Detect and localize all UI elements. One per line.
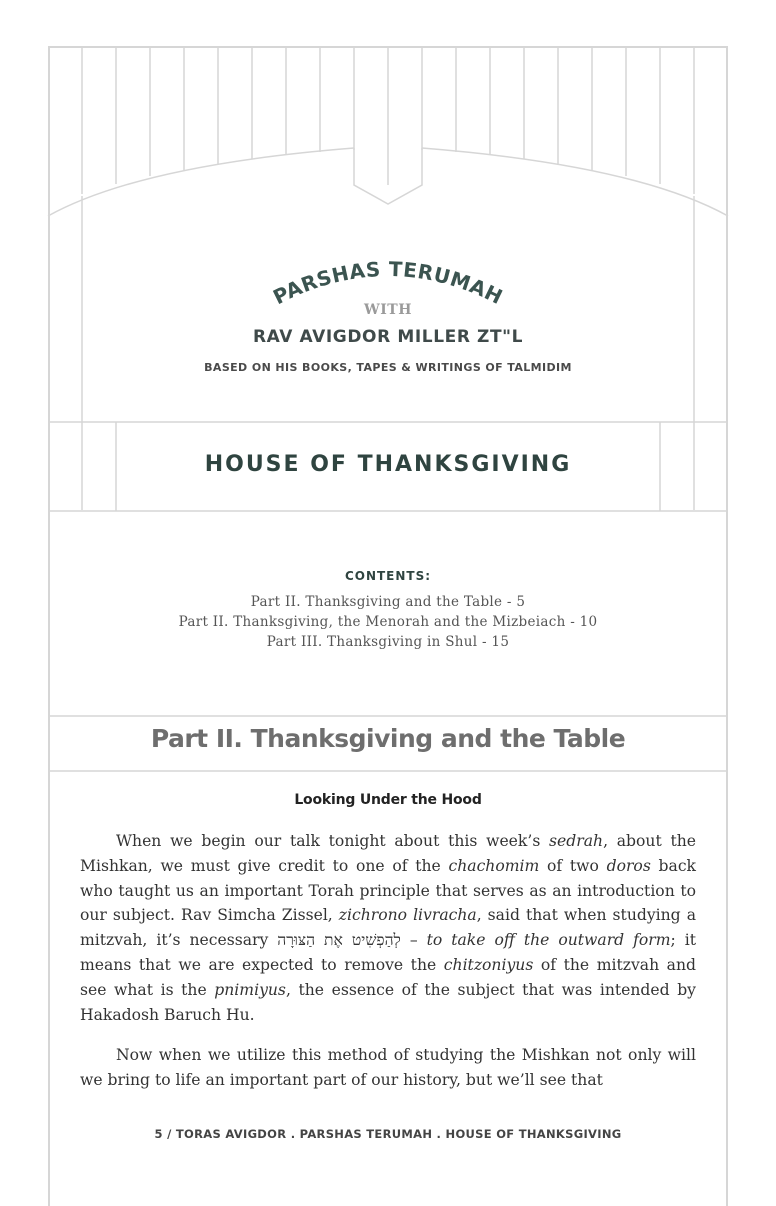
- based-on-line: BASED ON HIS BOOKS, TAPES & WRITINGS OF TALMIDIM: [204, 361, 572, 374]
- contents-item[interactable]: Part II. Thanksgiving and the Table - 5: [250, 594, 526, 610]
- hebrew-phrase: לְהַפְשִׁיט אֶת הַצּוּרָה: [277, 931, 401, 950]
- contents-label: CONTENTS:: [344, 569, 432, 583]
- parsha-title: PARSHAS TERUMAH: [269, 256, 507, 310]
- section-title: Part II. Thanksgiving and the Table: [150, 724, 626, 753]
- section-subtitle: Looking Under the Hood: [294, 792, 482, 808]
- house-title: HOUSE OF THANKSGIVING: [204, 452, 572, 477]
- paragraph-2: Now when we utilize this method of studying the Mishkan not only will we bring to life an important part of our history, but we’ll see that: [80, 1046, 696, 1090]
- body-text: [80, 829, 696, 1109]
- contents-item[interactable]: Part II. Thanksgiving, the Menorah and the Mizbeiach - 10: [178, 614, 598, 630]
- paragraph-1: When we begin our talk tonight about this week’s sedrah, about the Mishkan, we must give credit to one of the chachomim of two doros back who taught us an important Torah principle that serves as an introduction to our subject. Rav Simcha Zissel, zichrono livracha, said that when studying a mitzvah, it’s necessary לְהַפְשִׁיט אֶת הַצּוּרָה – to take off the outward form; it means that we are expected to remove the chitzoniyus of the mitzvah and see what is the pnimiyus, the essence of the subject that was intended by Hakadosh Baruch Hu.: [80, 832, 697, 1024]
- page-footer: 5 / TORAS AVIGDOR . PARSHAS TERUMAH . HOUSE OF THANKSGIVING: [154, 1127, 622, 1141]
- rav-name: RAV AVIGDOR MILLER ZT"L: [252, 327, 524, 347]
- contents-item[interactable]: Part III. Thanksgiving in Shul - 15: [266, 634, 510, 650]
- with-label: WITH: [364, 302, 412, 318]
- contents-list: [0, 592, 776, 652]
